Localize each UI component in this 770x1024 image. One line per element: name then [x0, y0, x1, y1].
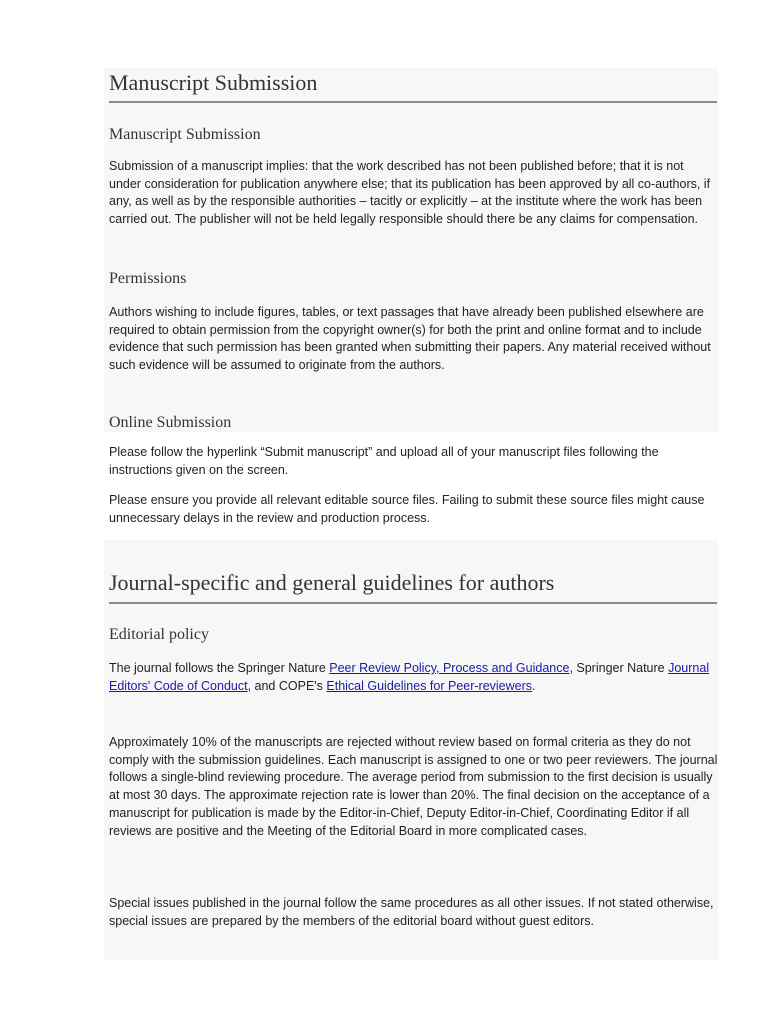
paragraph-submission-terms: Submission of a manuscript implies: that the work described has not been published before; that it is not under consideration for publication anywhere else; that its publication has been approved by all co-authors, if any, as well as by the responsible authorities – tacitly or explicitly – at the institute where the work has been carried out. The publisher will not be held legally responsible should there be any claims for compensation. [109, 159, 711, 227]
section-divider [109, 101, 717, 103]
paragraph-permissions: Authors wishing to include figures, tables, or text passages that have already been published elsewhere are required to obtain permission from the copyright owner(s) for both the print and online format and to include evidence that such permission has been granted when submitting their papers. Any material received without such evidence will be assumed to originate from the authors. [109, 305, 711, 373]
heading-editorial-policy: Editorial policy [109, 626, 209, 643]
heading-manuscript-submission: Manuscript Submission [109, 126, 261, 143]
heading-online-submission: Online Submission [109, 414, 232, 431]
intro-text: , and COPE's [247, 678, 327, 693]
paragraph-review-process: Approximately 10% of the manuscripts are rejected without review based on formal criteria as they do not comply with the submission guidelines. Each manuscript is assigned to one or two peer reviewers. The journal follows a single-blind reviewing procedure. The average period from submission to the first decision is usually at most 30 days. The approximate rejection rate is lower than 20%. The final decision on the acceptance of a manuscript for publication is made by the Editor-in-Chief, Deputy Editor-in-Chief, Coordinating Editor if all reviews are positive and the Meeting of the Editorial Board in more complicated cases. [109, 735, 718, 838]
intro-text: . [532, 678, 536, 693]
intro-text: The journal follows the Springer Nature [109, 661, 330, 675]
paragraph-online-submission-2: Please ensure you provide all relevant editable source files. Failing to submit these source files might cause unnecessary delays in the review and production process. [109, 493, 705, 525]
paragraph-special-issues: Special issues published in the journal follow the same procedures as all other issues. If not stated otherwise, special issues are prepared by the members of the editorial board without guest editors. [109, 896, 714, 928]
link-cope-ethical-guidelines[interactable]: Ethical Guidelines for Peer-reviewers [326, 678, 533, 693]
section-divider [109, 602, 717, 604]
heading-permissions: Permissions [109, 270, 187, 287]
link-peer-review-policy[interactable]: Peer Review Policy, Process and Guidance [329, 661, 570, 675]
paragraph-editorial-policy-intro [109, 660, 719, 695]
paragraph-online-submission-1: Please follow the hyperlink “Submit manuscript” and upload all of your manuscript files following the instructions given on the screen. [109, 445, 659, 477]
intro-text: , Springer Nature [569, 661, 669, 675]
section-title-manuscript-submission: Manuscript Submission [109, 70, 318, 95]
link-editors-code-of-conduct[interactable]: Journal Editors' Code of Conduct [109, 661, 710, 693]
section-title-guidelines: Journal-specific and general guidelines for authors [109, 570, 555, 595]
